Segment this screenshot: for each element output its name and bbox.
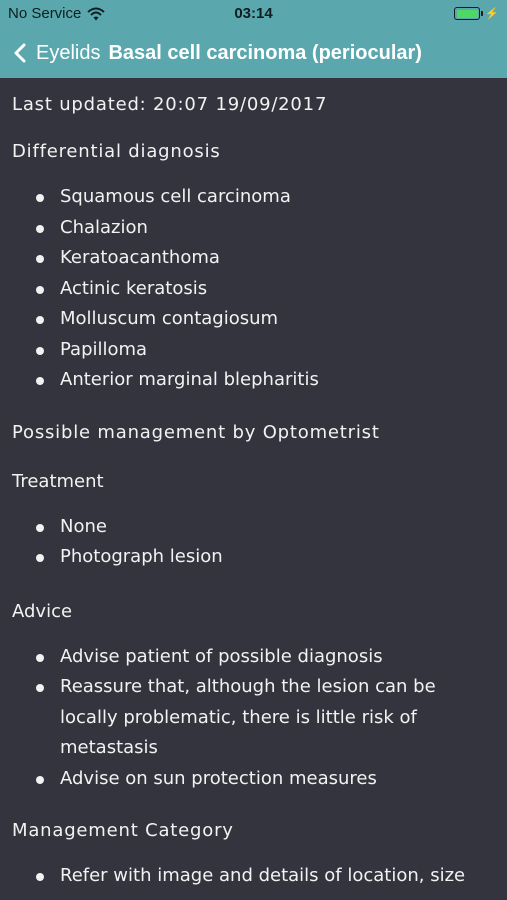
list-item: Photograph lesion bbox=[12, 542, 495, 573]
carrier-label: No Service bbox=[8, 5, 82, 22]
list-item: Keratoacanthoma bbox=[12, 243, 495, 274]
list-item: Actinic keratosis bbox=[12, 274, 495, 305]
differential-heading: Differential diagnosis bbox=[12, 141, 221, 162]
list-item: Chalazion bbox=[12, 213, 495, 244]
advice-list bbox=[12, 642, 495, 795]
list-item: Refer with image and details of location, size bbox=[12, 861, 495, 892]
last-updated: Last updated: 20:07 19/09/2017 bbox=[12, 94, 328, 115]
back-label: Eyelids bbox=[36, 41, 101, 64]
list-item: Advise patient of possible diagnosis bbox=[12, 642, 495, 673]
treatment-list bbox=[12, 512, 495, 573]
status-time: 03:14 bbox=[234, 5, 273, 22]
list-item: Papilloma bbox=[12, 335, 495, 366]
advice-label: Advice bbox=[12, 600, 73, 622]
nav-bar bbox=[0, 28, 507, 78]
list-item: Advise on sun protection measures bbox=[12, 764, 495, 795]
status-bar bbox=[0, 0, 507, 28]
back-button[interactable] bbox=[10, 42, 100, 65]
category-heading: Management Category bbox=[12, 820, 234, 841]
list-item: Squamous cell carcinoma bbox=[12, 182, 495, 213]
category-list bbox=[12, 861, 495, 892]
treatment-label: Treatment bbox=[12, 470, 104, 492]
list-item: Reassure that, although the lesion can be locally problematic, there is little risk of metastasis bbox=[12, 672, 495, 764]
battery-icon bbox=[454, 7, 499, 20]
page-title: Basal cell carcinoma (periocular) bbox=[108, 41, 422, 64]
chevron-left-icon bbox=[10, 42, 32, 64]
content bbox=[0, 78, 507, 892]
charging-icon: ⚡ bbox=[485, 8, 499, 20]
list-item: Molluscum contagiosum bbox=[12, 304, 495, 335]
list-item: None bbox=[12, 512, 495, 543]
management-heading: Possible management by Optometrist bbox=[12, 421, 380, 443]
list-item: Anterior marginal blepharitis bbox=[12, 365, 495, 396]
differential-list bbox=[12, 182, 495, 396]
